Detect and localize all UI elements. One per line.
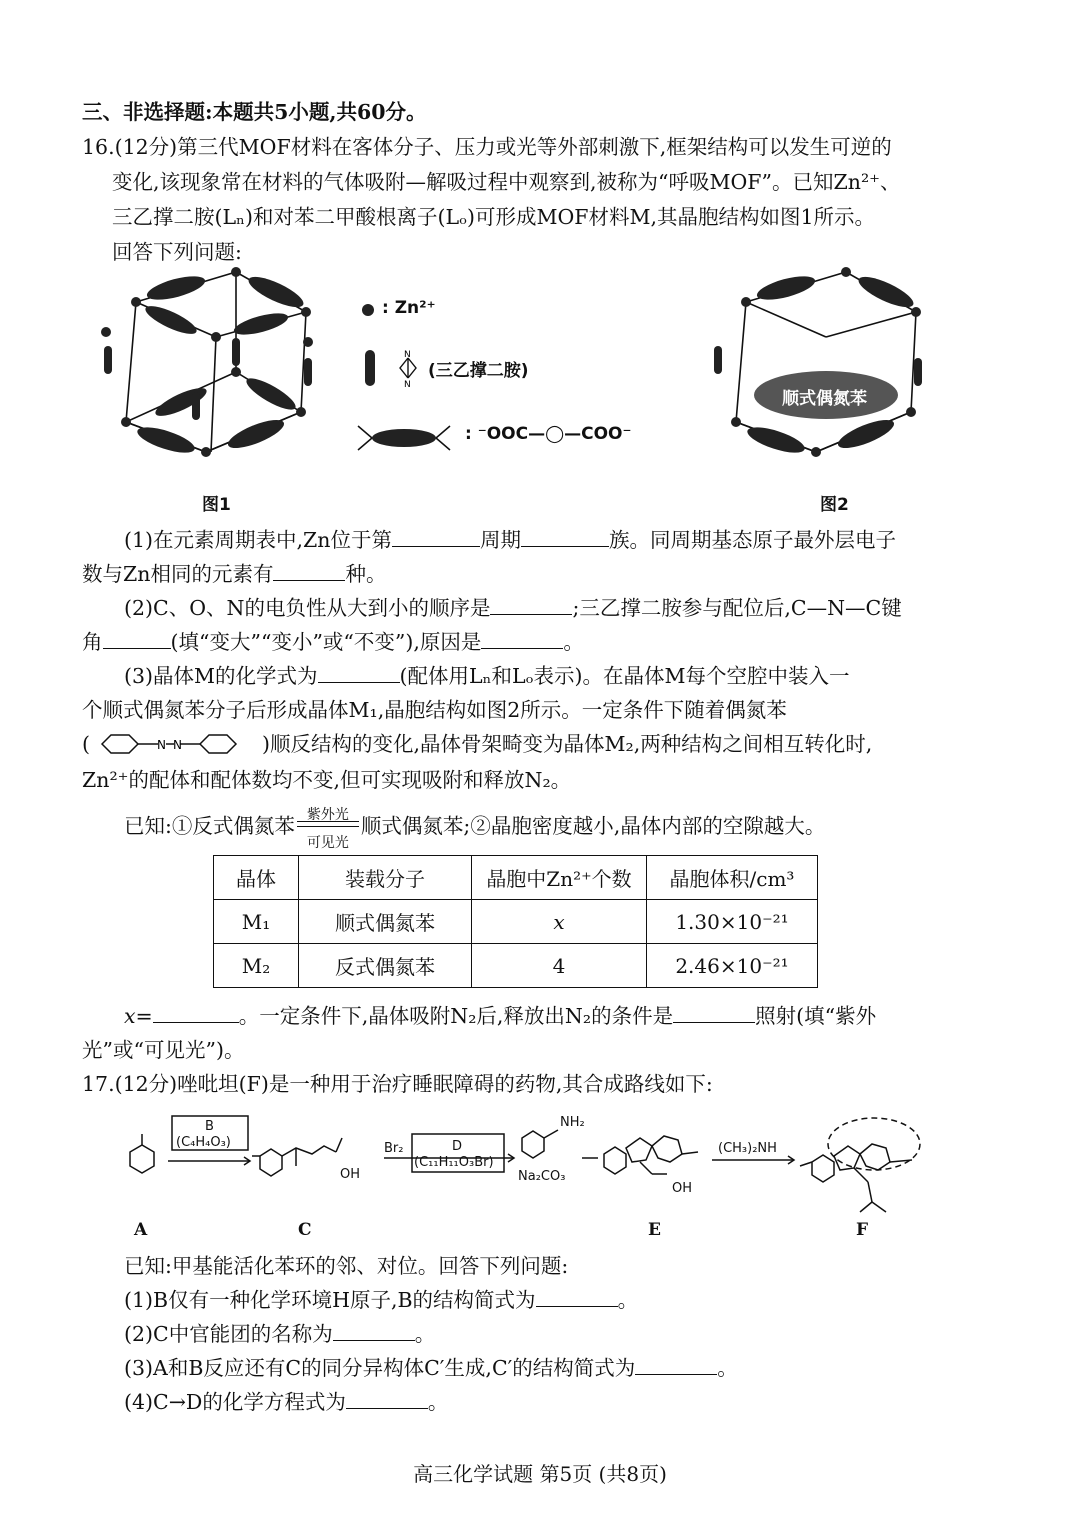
q17-part1-end: 。 xyxy=(617,1288,639,1312)
br2-reagent: Br₂ xyxy=(384,1141,404,1156)
compound-a-label: A xyxy=(134,1220,148,1240)
q16-part3-line2: 个顺式偶氮苯分子后形成晶体M₁,晶胞结构如图2所示。一定条件下随着偶氮苯 xyxy=(82,698,787,722)
q16-line3: 三乙撑二胺(Lₙ)和对苯二甲酸根离子(Lₒ)可形成MOF材料M,其晶胞结构如图1所示。 xyxy=(112,205,876,229)
table-cell: M₁ xyxy=(214,900,299,944)
mof-cell-figure-1 xyxy=(96,262,326,490)
terephthalate-ligand-icon xyxy=(354,420,454,456)
b-box-label: B xyxy=(205,1119,214,1134)
answer-blank-formula[interactable] xyxy=(318,664,400,683)
figure-2-guest-label: 顺式偶氮苯 xyxy=(782,389,867,409)
q16-part2-text-a: (2)C、O、N的电负性从大到小的顺序是 xyxy=(124,596,491,620)
table-header-cell: 晶体 xyxy=(214,856,299,900)
q16-part3-text-a: (3)晶体M的化学式为 xyxy=(124,664,318,688)
answer-blank-b-structure[interactable] xyxy=(536,1288,618,1307)
table-cell: x xyxy=(472,900,647,944)
b-box-formula: (C₄H₄O₃) xyxy=(176,1135,231,1150)
triethylenediamine-structure-icon xyxy=(392,348,424,388)
reversible-arrow xyxy=(295,807,361,851)
q16-part3-text-b: (配体用Lₙ和Lₒ表示)。在晶体M每个空腔中装入一 xyxy=(399,664,850,688)
q17-part2-end: 。 xyxy=(414,1322,436,1346)
arrow-condition-uv: 紫外光 xyxy=(306,807,349,823)
c-oh-label: OH xyxy=(340,1167,361,1182)
compound-c-label: C xyxy=(298,1220,312,1240)
table-header-cell: 晶胞中Zn²⁺个数 xyxy=(472,856,647,900)
legend-terephthalate: : ⁻OOC—◯—COO⁻ xyxy=(465,424,632,444)
q17-part1 xyxy=(124,1286,638,1314)
q16-part1-text-d: 数与Zn相同的元素有 xyxy=(82,562,274,586)
q16-part1-line2 xyxy=(82,560,386,588)
amine-ligand-icon xyxy=(360,348,380,388)
q17-part2-text: (2)C中官能团的名称为 xyxy=(124,1322,333,1346)
page-footer: 高三化学试题 第5页 (共8页) xyxy=(413,1462,667,1486)
table-header-cell: 晶胞体积/cm³ xyxy=(647,856,818,900)
answer-blank-bond-angle[interactable] xyxy=(103,630,171,649)
q16-part1-line1 xyxy=(124,526,896,554)
table-cell: 2.46×10⁻²¹ xyxy=(647,944,818,988)
q17-part1-text: (1)B仅有一种化学环境H原子,B的结构简式为 xyxy=(124,1288,536,1312)
q17-part2 xyxy=(124,1320,435,1348)
q17-line1: 17.(12分)唑吡坦(F)是一种用于治疗睡眠障碍的药物,其合成路线如下: xyxy=(82,1072,713,1096)
q16-x-text-c: 照射(填“紫外 xyxy=(755,1004,877,1028)
zn-ion-icon xyxy=(358,300,378,320)
table-cell: 4 xyxy=(472,944,647,988)
q17-part3-text: (3)A和B反应还有C的同分异构体C′生成,C′的结构简式为 xyxy=(124,1356,636,1380)
figure-2-caption: 图2 xyxy=(820,495,849,515)
q16-part1-text-c: 族。同周期基态原子最外层电子 xyxy=(609,528,897,552)
d-box-label: D xyxy=(452,1139,463,1154)
q16-part3-text-d: ( xyxy=(82,732,90,756)
q17-part4 xyxy=(124,1388,448,1416)
answer-blank-c-prime[interactable] xyxy=(635,1356,717,1375)
svg-text:N: N xyxy=(157,738,166,752)
q17-part3-end: 。 xyxy=(717,1356,738,1380)
q16-part1-text-a: (1)在元素周期表中,Zn位于第 xyxy=(124,528,393,552)
q16-x-line1 xyxy=(124,1002,876,1030)
q16-part3-line1 xyxy=(124,662,850,690)
known-text-b: 顺式偶氮苯;②晶胞密度越小,晶体内部的空隙越大。 xyxy=(360,814,826,838)
q16-part1-text-b: 周期 xyxy=(480,528,522,552)
synthesis-route-diagram xyxy=(112,1108,962,1240)
crystal-table xyxy=(213,855,818,988)
q17-part3 xyxy=(124,1354,738,1382)
table-row xyxy=(214,900,818,944)
table-header-cell: 装载分子 xyxy=(299,856,472,900)
x-label: x= xyxy=(124,1004,153,1028)
q16-part1-text-e: 种。 xyxy=(345,562,387,586)
dimethylamine-reagent: (CH₃)₂NH xyxy=(718,1141,777,1156)
q17-known: 已知:甲基能活化苯环的邻、对位。回答下列问题: xyxy=(124,1254,569,1278)
answer-blank-element-count[interactable] xyxy=(273,562,345,581)
mof-cell-figure-2 xyxy=(706,262,936,490)
svg-text:N: N xyxy=(173,738,182,752)
toluene-ring xyxy=(130,1145,154,1173)
answer-blank-electronegativity[interactable] xyxy=(490,596,572,615)
q16-part2-line2 xyxy=(82,628,584,656)
compound-f-label: F xyxy=(856,1220,869,1240)
nh2-label: NH₂ xyxy=(560,1115,585,1130)
q16-part3-line3 xyxy=(82,730,872,758)
section-header: 三、非选择题:本题共5小题,共60分。 xyxy=(82,100,427,124)
table-cell: 顺式偶氮苯 xyxy=(299,900,472,944)
figure-1-caption: 图1 xyxy=(202,495,231,515)
q16-part3-line4: Zn²⁺的配体和配体数均不变,但可实现吸附和释放N₂。 xyxy=(82,768,572,792)
q16-part2-text-c: 角 xyxy=(82,630,103,654)
table-header-row xyxy=(214,856,818,900)
arrow-condition-visible: 可见光 xyxy=(306,835,349,851)
svg-text:N: N xyxy=(404,380,411,388)
q16-known xyxy=(124,807,826,851)
legend-zn: : Zn²⁺ xyxy=(382,298,436,318)
d-box-formula: (C₁₁H₁₁O₃Br) xyxy=(414,1155,494,1170)
q16-x-line2: 光”或“可见光”)。 xyxy=(82,1038,245,1062)
q16-line2: 变化,该现象常在材料的气体吸附—解吸过程中观察到,被称为“呼吸MOF”。已知Zn²⁺、 xyxy=(112,170,901,194)
table-row xyxy=(214,944,818,988)
azobenzene-structure xyxy=(90,732,262,756)
q17-part4-end: 。 xyxy=(427,1390,449,1414)
q16-part2-text-e: 。 xyxy=(563,630,584,654)
q16-x-text-b: 。一定条件下,晶体吸附N₂后,释放出N₂的条件是 xyxy=(238,1004,674,1028)
legend-amine: (三乙撑二胺) xyxy=(428,361,529,381)
answer-blank-group[interactable] xyxy=(521,528,609,547)
known-text-a: 已知:①反式偶氮苯 xyxy=(124,814,295,838)
answer-blank-functional-group[interactable] xyxy=(333,1322,415,1341)
svg-text:N: N xyxy=(404,350,411,360)
answer-blank-x[interactable] xyxy=(153,1004,239,1023)
table-cell: 1.30×10⁻²¹ xyxy=(647,900,818,944)
answer-blank-light[interactable] xyxy=(673,1004,755,1023)
q16-line1: 16.(12分)第三代MOF材料在客体分子、压力或光等外部刺激下,框架结构可以发生可逆的 xyxy=(82,135,892,159)
q16-part2-text-b: ;三乙撑二胺参与配位后,C—N—C键 xyxy=(572,596,902,620)
answer-blank-period[interactable] xyxy=(392,528,480,547)
table-cell: M₂ xyxy=(214,944,299,988)
q16-part2-line1 xyxy=(124,594,902,622)
q16-line4: 回答下列问题: xyxy=(112,240,242,264)
na2co3-reagent: Na₂CO₃ xyxy=(518,1169,566,1184)
e-oh-label: OH xyxy=(672,1181,693,1196)
table-cell: 反式偶氮苯 xyxy=(299,944,472,988)
compound-e-label: E xyxy=(648,1220,661,1240)
q16-part2-text-d: (填“变大”“变小”或“不变”),原因是 xyxy=(170,630,482,654)
q17-part4-text: (4)C→D的化学方程式为 xyxy=(124,1390,346,1414)
answer-blank-reason[interactable] xyxy=(481,630,563,649)
q16-part3-text-e: )顺反结构的变化,晶体骨架畸变为晶体M₂,两种结构之间相互转化时, xyxy=(262,732,873,756)
answer-blank-equation[interactable] xyxy=(346,1390,428,1409)
